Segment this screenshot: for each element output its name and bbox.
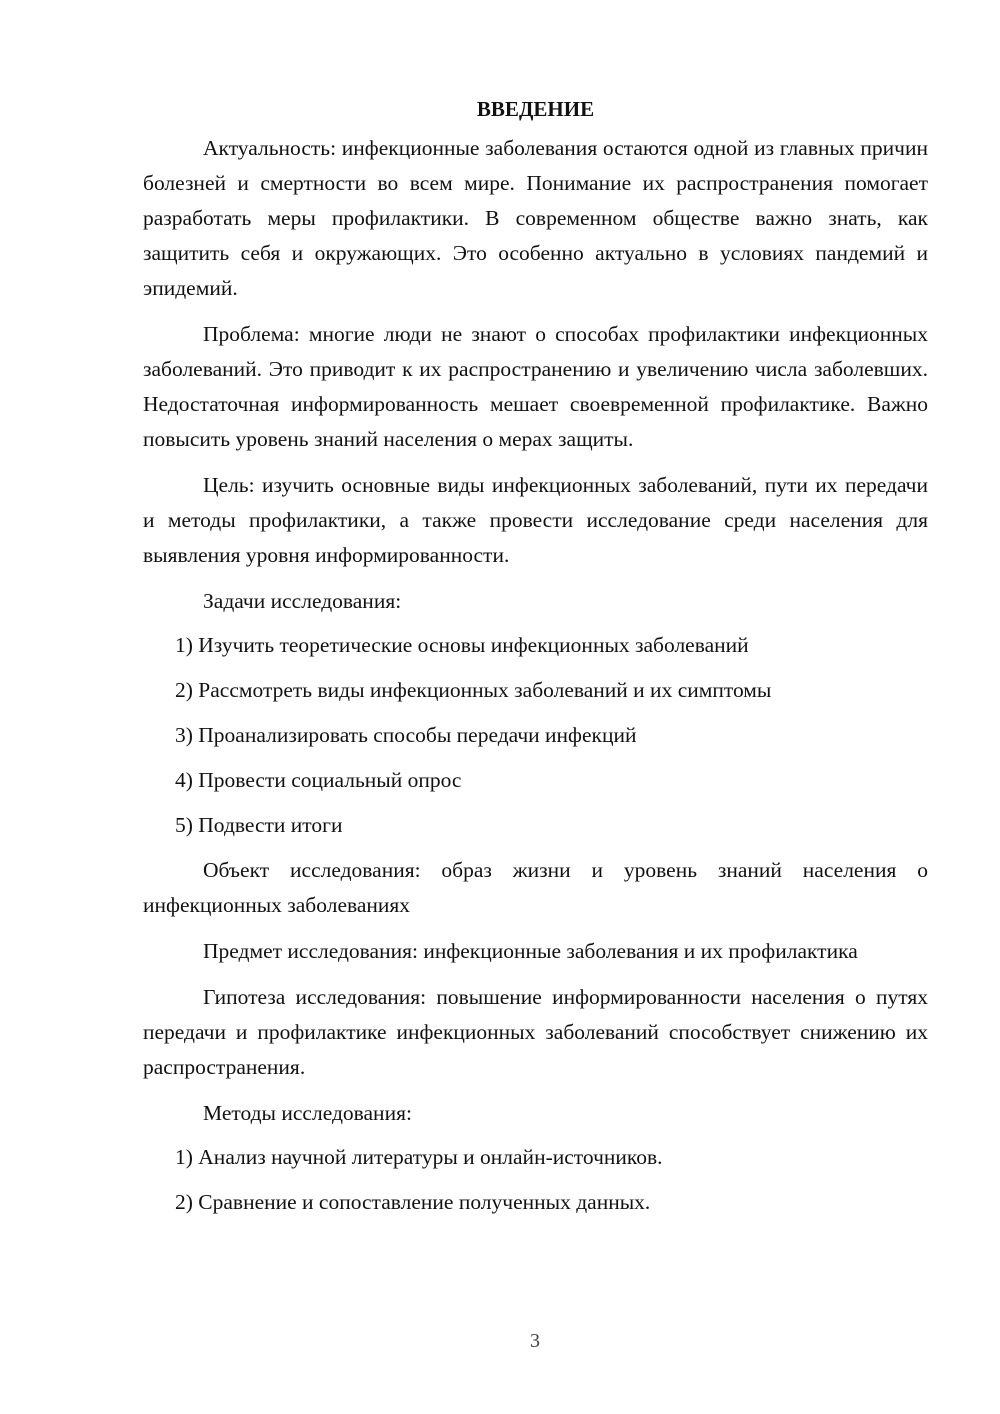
methods-heading: Методы исследования: [203,1101,412,1125]
list-item: 2) Сравнение и сопоставление полученных данных. [175,1190,651,1214]
relevance-paragraph: Актуальность: инфекционные заболевания остаются одной из главных причин болезней и смертности во всем мире. Понимание их распространения помогает разработать меры профилактики. В современном обществе важно знать, как защитить себя и окружающих. Это особенно актуально в условиях пандемий и эпидемий. [143,136,928,300]
problem-paragraph: Проблема: многие люди не знают о способах профилактики инфекционных заболеваний. Это приводит к их распространению и увеличению числа заболевших. Недостаточная информированность мешает своевременной профилактике. Важно повысить уровень знаний населения о мерах защиты. [143,322,928,451]
page-number: 3 [530,1330,540,1352]
list-item: 4) Провести социальный опрос [175,768,462,792]
tasks-list [143,628,928,843]
object-paragraph: Объект исследования: образ жизни и уровень знаний населения о инфекционных заболеваниях [143,858,928,917]
list-item: 5) Подвести итоги [175,813,343,837]
subject-paragraph: Предмет исследования: инфекционные заболевания и их профилактика [203,939,858,963]
section-title: ВВЕДЕНИЕ [476,97,595,121]
tasks-heading: Задачи исследования: [203,589,402,613]
list-item: 1) Изучить теоретические основы инфекционных заболеваний [175,633,749,657]
list-item: 2) Рассмотреть виды инфекционных заболеваний и их симптомы [175,678,772,702]
methods-list [143,1140,928,1220]
goal-paragraph: Цель: изучить основные виды инфекционных заболеваний, пути их передачи и методы профилактики, а также провести исследование среди населения для выявления уровня информированности. [143,473,928,567]
document-page [143,92,928,1230]
list-item: 1) Анализ научной литературы и онлайн-источников. [175,1145,663,1169]
hypothesis-paragraph: Гипотеза исследования: повышение информированности населения о путях передачи и профилактике инфекционных заболеваний способствует снижению их распространения. [143,985,928,1079]
list-item: 3) Проанализировать способы передачи инфекций [175,723,637,747]
